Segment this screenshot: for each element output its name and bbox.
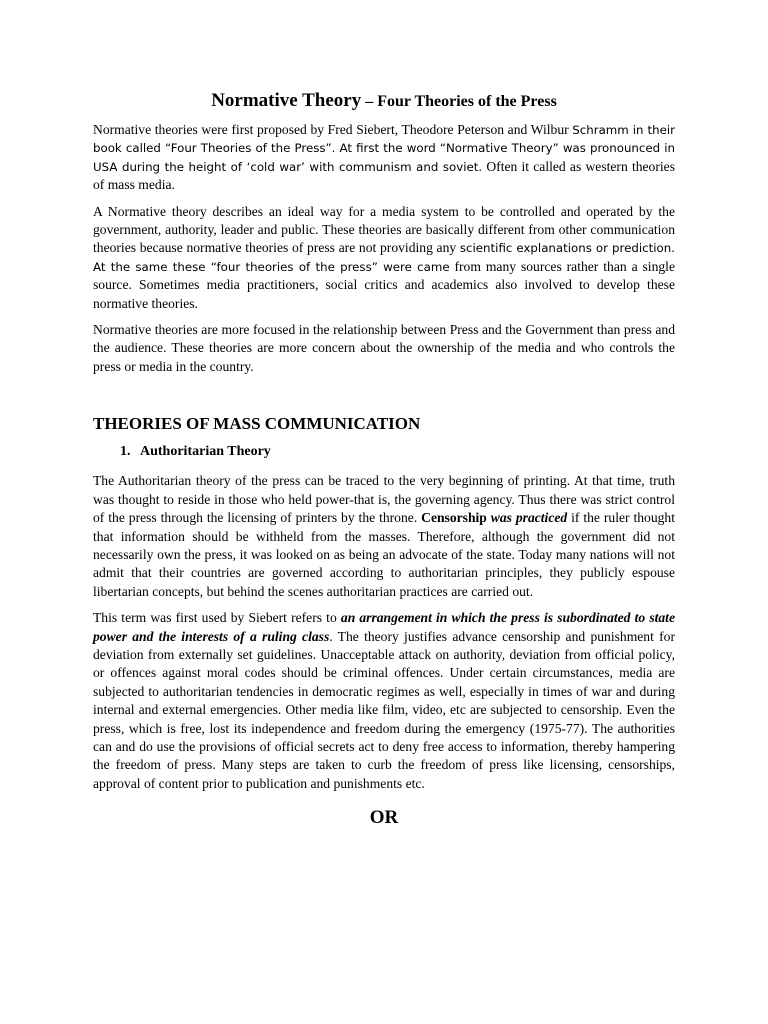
intro-p1-text-a: Normative theories were first proposed by Fred Siebert, Theodore Peterson and Wilbur xyxy=(93,122,573,137)
intro-paragraph-1 xyxy=(93,121,675,195)
title-subtitle: Four Theories of the Press xyxy=(377,93,557,110)
list-item-title: Authoritarian Theory xyxy=(140,444,271,460)
intro-p2-text-sans: scientific explanations or prediction. At the same these “four theories of the press” were came xyxy=(93,241,675,274)
body-p2-bold-italic: an arrangement in which the press is subordinated to state power and the interests of a ruling class xyxy=(93,610,675,644)
body-paragraph-2 xyxy=(93,609,675,793)
body-p1-text-a: The Authoritarian theory of the press can be traced to the very beginning of printing. At that time, truth was thought to reside in those who held power-that is, the governing agency. Thus there was strict control of the press through the licensing of printers by the throne. xyxy=(93,473,675,526)
intro-paragraph-2 xyxy=(93,203,675,313)
intro-p2-text-b: from many sources rather than a single source. Sometimes media practitioners, social critics and academics also involved to develop these normative theories. xyxy=(93,258,675,311)
body-p1-bold: Censorship xyxy=(421,510,487,526)
body-p1-bold-italic: was practiced xyxy=(490,510,568,526)
body-p2-text-b: . The theory justifies advance censorship and punishment for deviation from externally set guidelines. Unacceptable attack on authority, deviation from official policy, or offences against moral codes should be criminal offences. Under certain circumstances, media are subjected to authoritarian tendencies in democratic regimes as well, especially in times of war and during internal and external emergencies. Other media like film, video, etc are subjected to censorship. Even the press, which is free, lost its independence and freedom during the emergency (1975-77). The authorities can and do use the provisions of official secrets act to deny free access to information, thereby hampering the freedom of press. Many steps are taken to curb the freedom of press like licensing, censorships, approval of content prior to publication and punishments etc. xyxy=(93,628,675,791)
title-main: Normative Theory xyxy=(211,90,362,111)
list-item-heading xyxy=(93,442,675,462)
body-paragraph-1 xyxy=(93,472,675,601)
list-item-number: 1. xyxy=(120,444,131,460)
page-title xyxy=(93,88,675,115)
intro-p1-text-b: Often it called as western theories of mass media. xyxy=(93,158,675,193)
body-p2-text-a: This term was first used by Siebert refers to xyxy=(93,610,341,626)
or-separator: OR xyxy=(369,807,399,829)
intro-p1-text-sans: Schramm in their book called “Four Theories of the Press”. At first the word “Normative Theory” was pronounced in USA during the height of ‘cold war’ with communism and soviet. xyxy=(93,123,675,174)
title-dash: – xyxy=(361,93,378,110)
body-p1-text-b: if the ruler thought that information should be withheld from the masses. Therefore, although the government did not necessarily own the press, it was looked on as being an advocate of the state. Today many nations will not admit that their countries are governed according to authoritarian principles, they publicly espouse libertarian concepts, but behind the scenes authoritarian practices are carried out. xyxy=(93,510,675,599)
intro-p2-text-a: A Normative theory describes an ideal way for a media system to be controlled and operated by the government, authority, leader and public. These theories are basically different from other communication theories because normative theories of press are not providing any xyxy=(93,203,675,256)
intro-paragraph-3: Normative theories are more focused in the relationship between Press and the Government than press and the audience. These theories are more concern about the ownership of the media and who controls the press or media in the country. xyxy=(93,322,675,374)
section-heading: THEORIES OF MASS COMMUNICATION xyxy=(93,414,421,434)
